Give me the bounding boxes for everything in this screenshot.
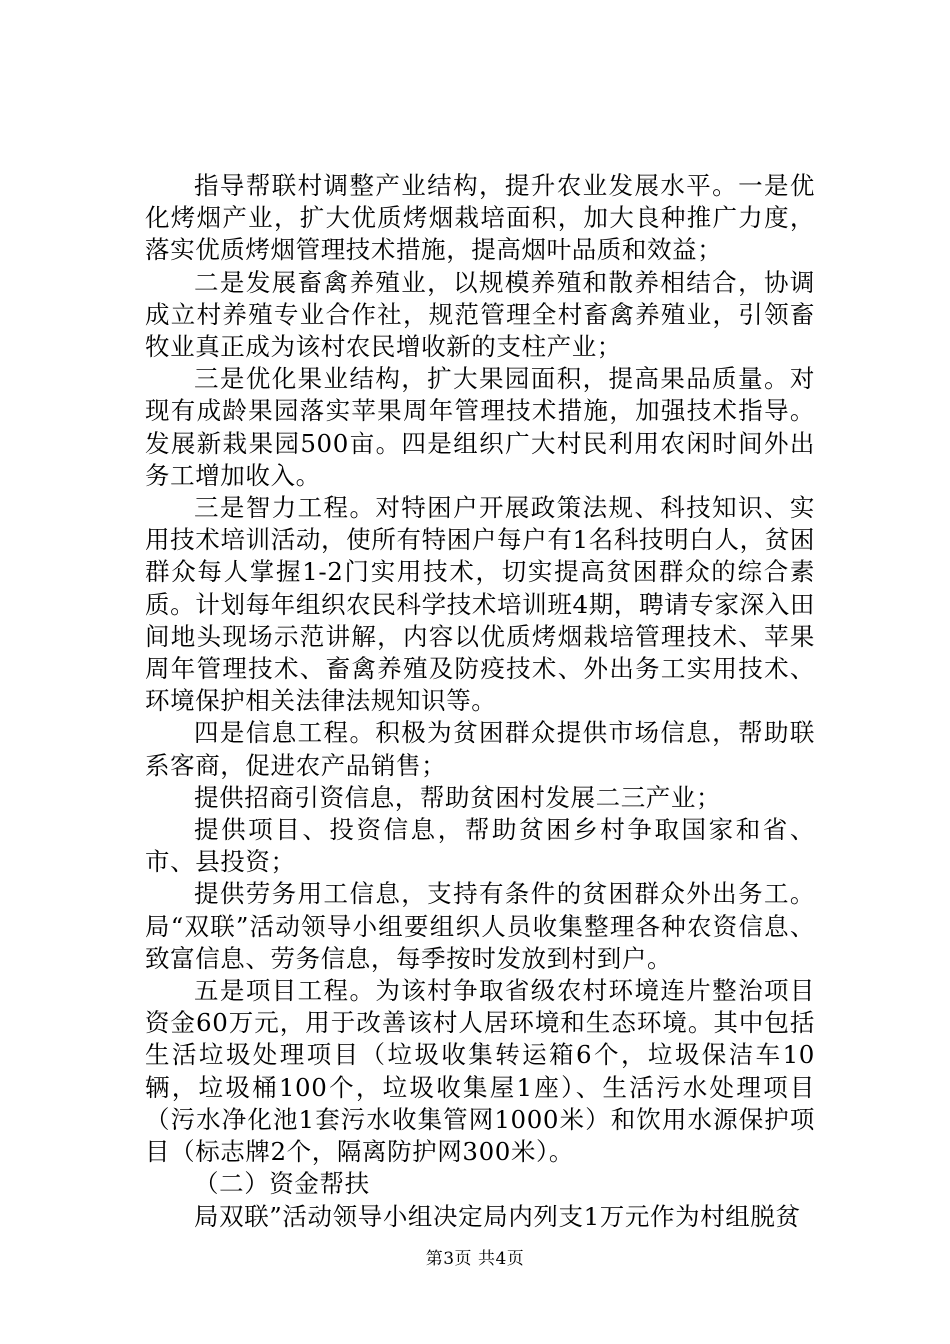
page-number-footer: 第3页 共4页 (425, 1249, 525, 1269)
paragraph-project-info: 提供项目、投资信息，帮助贫困乡村争取国家和省、市、县投资； (145, 815, 815, 877)
paragraph-intelligence-project: 三是智力工程。对特困户开展政策法规、科技知识、实用技术培训活动，使所有特困户每户有1名科技明白人，贫困群众每人掌握1-2门实用技术，切实提高贫困群众的综合素质。计划每年组织农民科学技术培训班4期，聘请专家深入田间地头现场示范讲解，内容以优质烤烟栽培管理技术、苹果周年管理技术、畜禽养殖及防疫技术、外出务工实用技术、环境保护相关法律法规知识等。 (145, 493, 815, 716)
paragraph-industry-structure: 指导帮联村调整产业结构，提升农业发展水平。一是优化烤烟产业，扩大优质烤烟栽培面积，加大良种推广力度，落实优质烤烟管理技术措施，提高烟叶品质和效益； (145, 171, 815, 265)
paragraph-investment-info: 提供招商引资信息，帮助贫困村发展二三产业； (194, 782, 722, 812)
paragraph-funding: 局双联”活动领导小组决定局内列支1万元作为村组脱贫 (194, 1201, 801, 1231)
document-body (145, 170, 815, 1233)
paragraph-labor-info: 提供劳务用工信息，支持有条件的贫困群众外出务工。局“双联”活动领导小组要组织人员收集整理各种农资信息、致富信息、劳务信息，每季按时发放到村到户。 (145, 879, 815, 973)
section-heading-funding: （二）资金帮扶 (194, 1169, 370, 1199)
paragraph-information-project: 四是信息工程。积极为贫困群众提供市场信息，帮助联系客商，促进农产品销售； (145, 718, 815, 780)
paragraph-orchard: 三是优化果业结构，扩大果园面积，提高果品质量。对现有成龄果园落实苹果周年管理技术措施，加强技术指导。发展新栽果园500亩。四是组织广大村民利用农闲时间外出务工增加收入。 (145, 364, 815, 490)
paragraph-livestock: 二是发展畜禽养殖业，以规模养殖和散养相结合，协调成立村养殖专业合作社，规范管理全村畜禽养殖业，引领畜牧业真正成为该村农民增收新的支柱产业； (145, 267, 815, 362)
paragraph-project-engineering: 五是项目工程。为该村争取省级农村环境连片整治项目资金60万元，用于改善该村人居环境和生态环境。其中包括生活垃圾处理项目（垃圾收集转运箱6个，垃圾保洁车10辆，垃圾桶100个，垃圾收集屋1座）、生活污水处理项目（污水净化池1套污水收集管网1000米）和饮用水源保护项目（标志牌2个，隔离防护网300米）。 (145, 976, 815, 1167)
